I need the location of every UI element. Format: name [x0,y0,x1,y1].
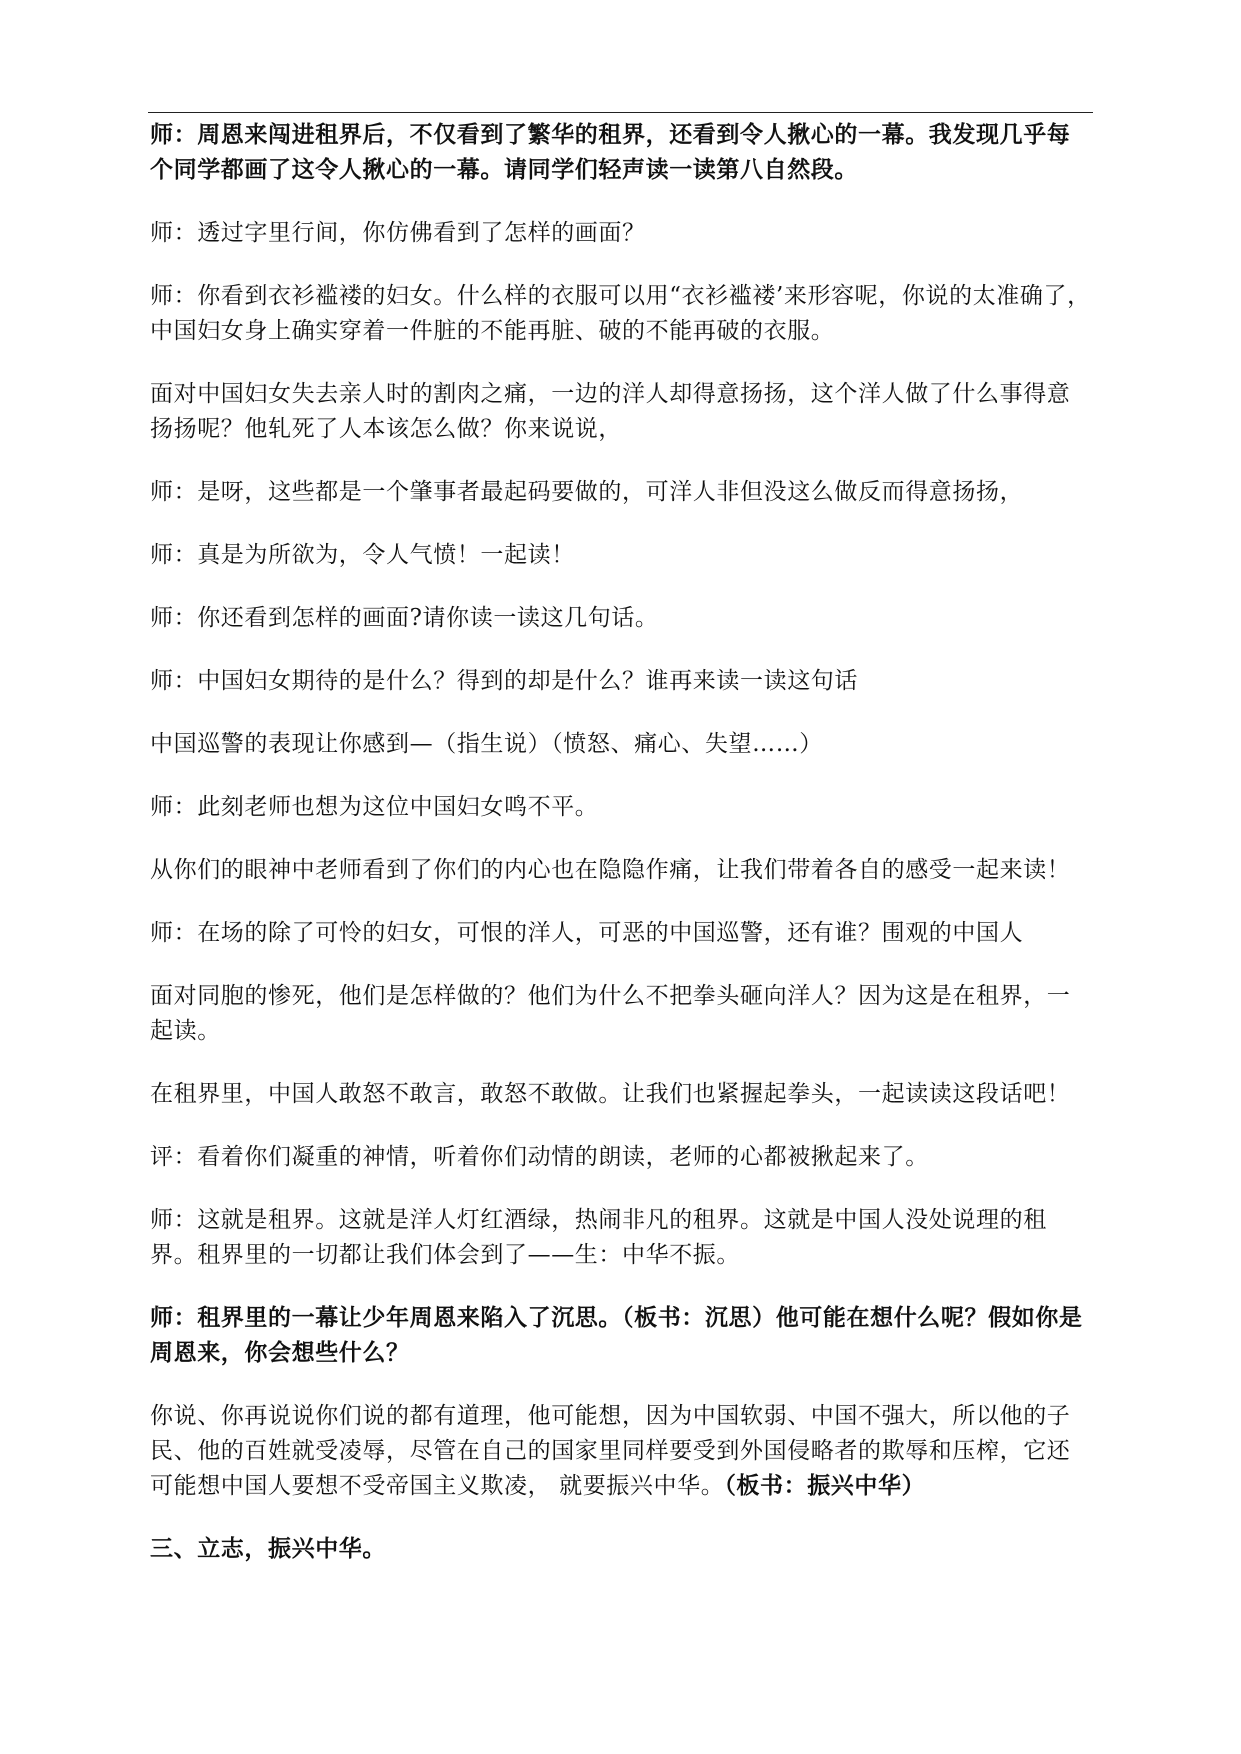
paragraph-9: 中国巡警的表现让你感到—（指生说）（愤怒、痛心、失望……） [150,731,823,757]
paragraph-13: 面对同胞的惨死，他们是怎样做的？他们为什么不把拳头砸向洋人？因为这是在租界，一起读。 [150,983,1071,1044]
document-body [150,118,1092,1595]
paragraph-2: 师：透过字里行间，你仿佛看到了怎样的画面？ [150,220,646,246]
paragraph-7: 师：你还看到怎样的画面?请你读一读这几句话。 [150,605,659,631]
paragraph-1: 师：周恩来闯进租界后，不仅看到了繁华的租界，还看到令人揪心的一幕。我发现几乎每个同学都画了这令人揪心的一幕。请同学们轻声读一读第八自然段。 [150,122,1071,183]
paragraph-16: 师：这就是租界。这就是洋人灯红酒绿，热闹非凡的租界。这就是中国人没处说理的租界。租界里的一切都让我们体会到了——生：中华不振。 [150,1207,1047,1268]
paragraph-6: 师：真是为所欲为，令人气愤！一起读！ [150,542,575,568]
paragraph-17: 师：租界里的一幕让少年周恩来陷入了沉思。（板书：沉思）他可能在想什么呢？假如你是周恩来，你会想些什么？ [150,1305,1083,1366]
paragraph-3: 师：你看到衣衫褴褛的妇女。什么样的衣服可以用“衣衫褴褛’来形容呢，你说的太准确了，中国妇女身上确实穿着一件脏的不能再脏、破的不能再破的衣服。 [150,283,1091,344]
paragraph-18-text: 你说、你再说说你们说的都有道理，他可能想，因为中国软弱、中国不强大，所以他的子民、他的百姓就受凌辱，尽管在自己的国家里同样要受到外国侵略者的欺辱和压榨，它还可能想中国人要想不受帝国主义欺凌， 就要振兴中华。 [150,1403,1071,1499]
paragraph-11: 从你们的眼神中老师看到了你们的内心也在隐隐作痛，让我们带着各自的感受一起来读！ [150,857,1071,883]
paragraph-8: 师：中国妇女期待的是什么？得到的却是什么？谁再来读一读这句话 [150,668,858,694]
blackboard-note: （板书：振兴中华） [724,1473,926,1499]
paragraph-12: 师：在场的除了可怜的妇女，可恨的洋人，可恶的中国巡警，还有谁？围观的中国人 [150,920,1024,946]
paragraph-14: 在租界里，中国人敢怒不敢言，敢怒不敢做。让我们也紧握起拳头，一起读读这段话吧！ [150,1081,1071,1107]
header-rule [148,112,1093,113]
paragraph-10: 师：此刻老师也想为这位中国妇女鸣不平。 [150,794,599,820]
paragraph-15: 评：看着你们凝重的神情，听着你们动情的朗读，老师的心都被揪起来了。 [150,1144,929,1170]
paragraph-4: 面对中国妇女失去亲人时的割肉之痛，一边的洋人却得意扬扬，这个洋人做了什么事得意扬扬呢？他轧死了人本该怎么做？你来说说， [150,381,1071,442]
paragraph-5: 师：是呀，这些都是一个肇事者最起码要做的，可洋人非但没这么做反而得意扬扬， [150,479,1024,505]
paragraph-18 [150,1399,1092,1504]
section-heading: 三、立志，振兴中华。 [150,1536,386,1562]
